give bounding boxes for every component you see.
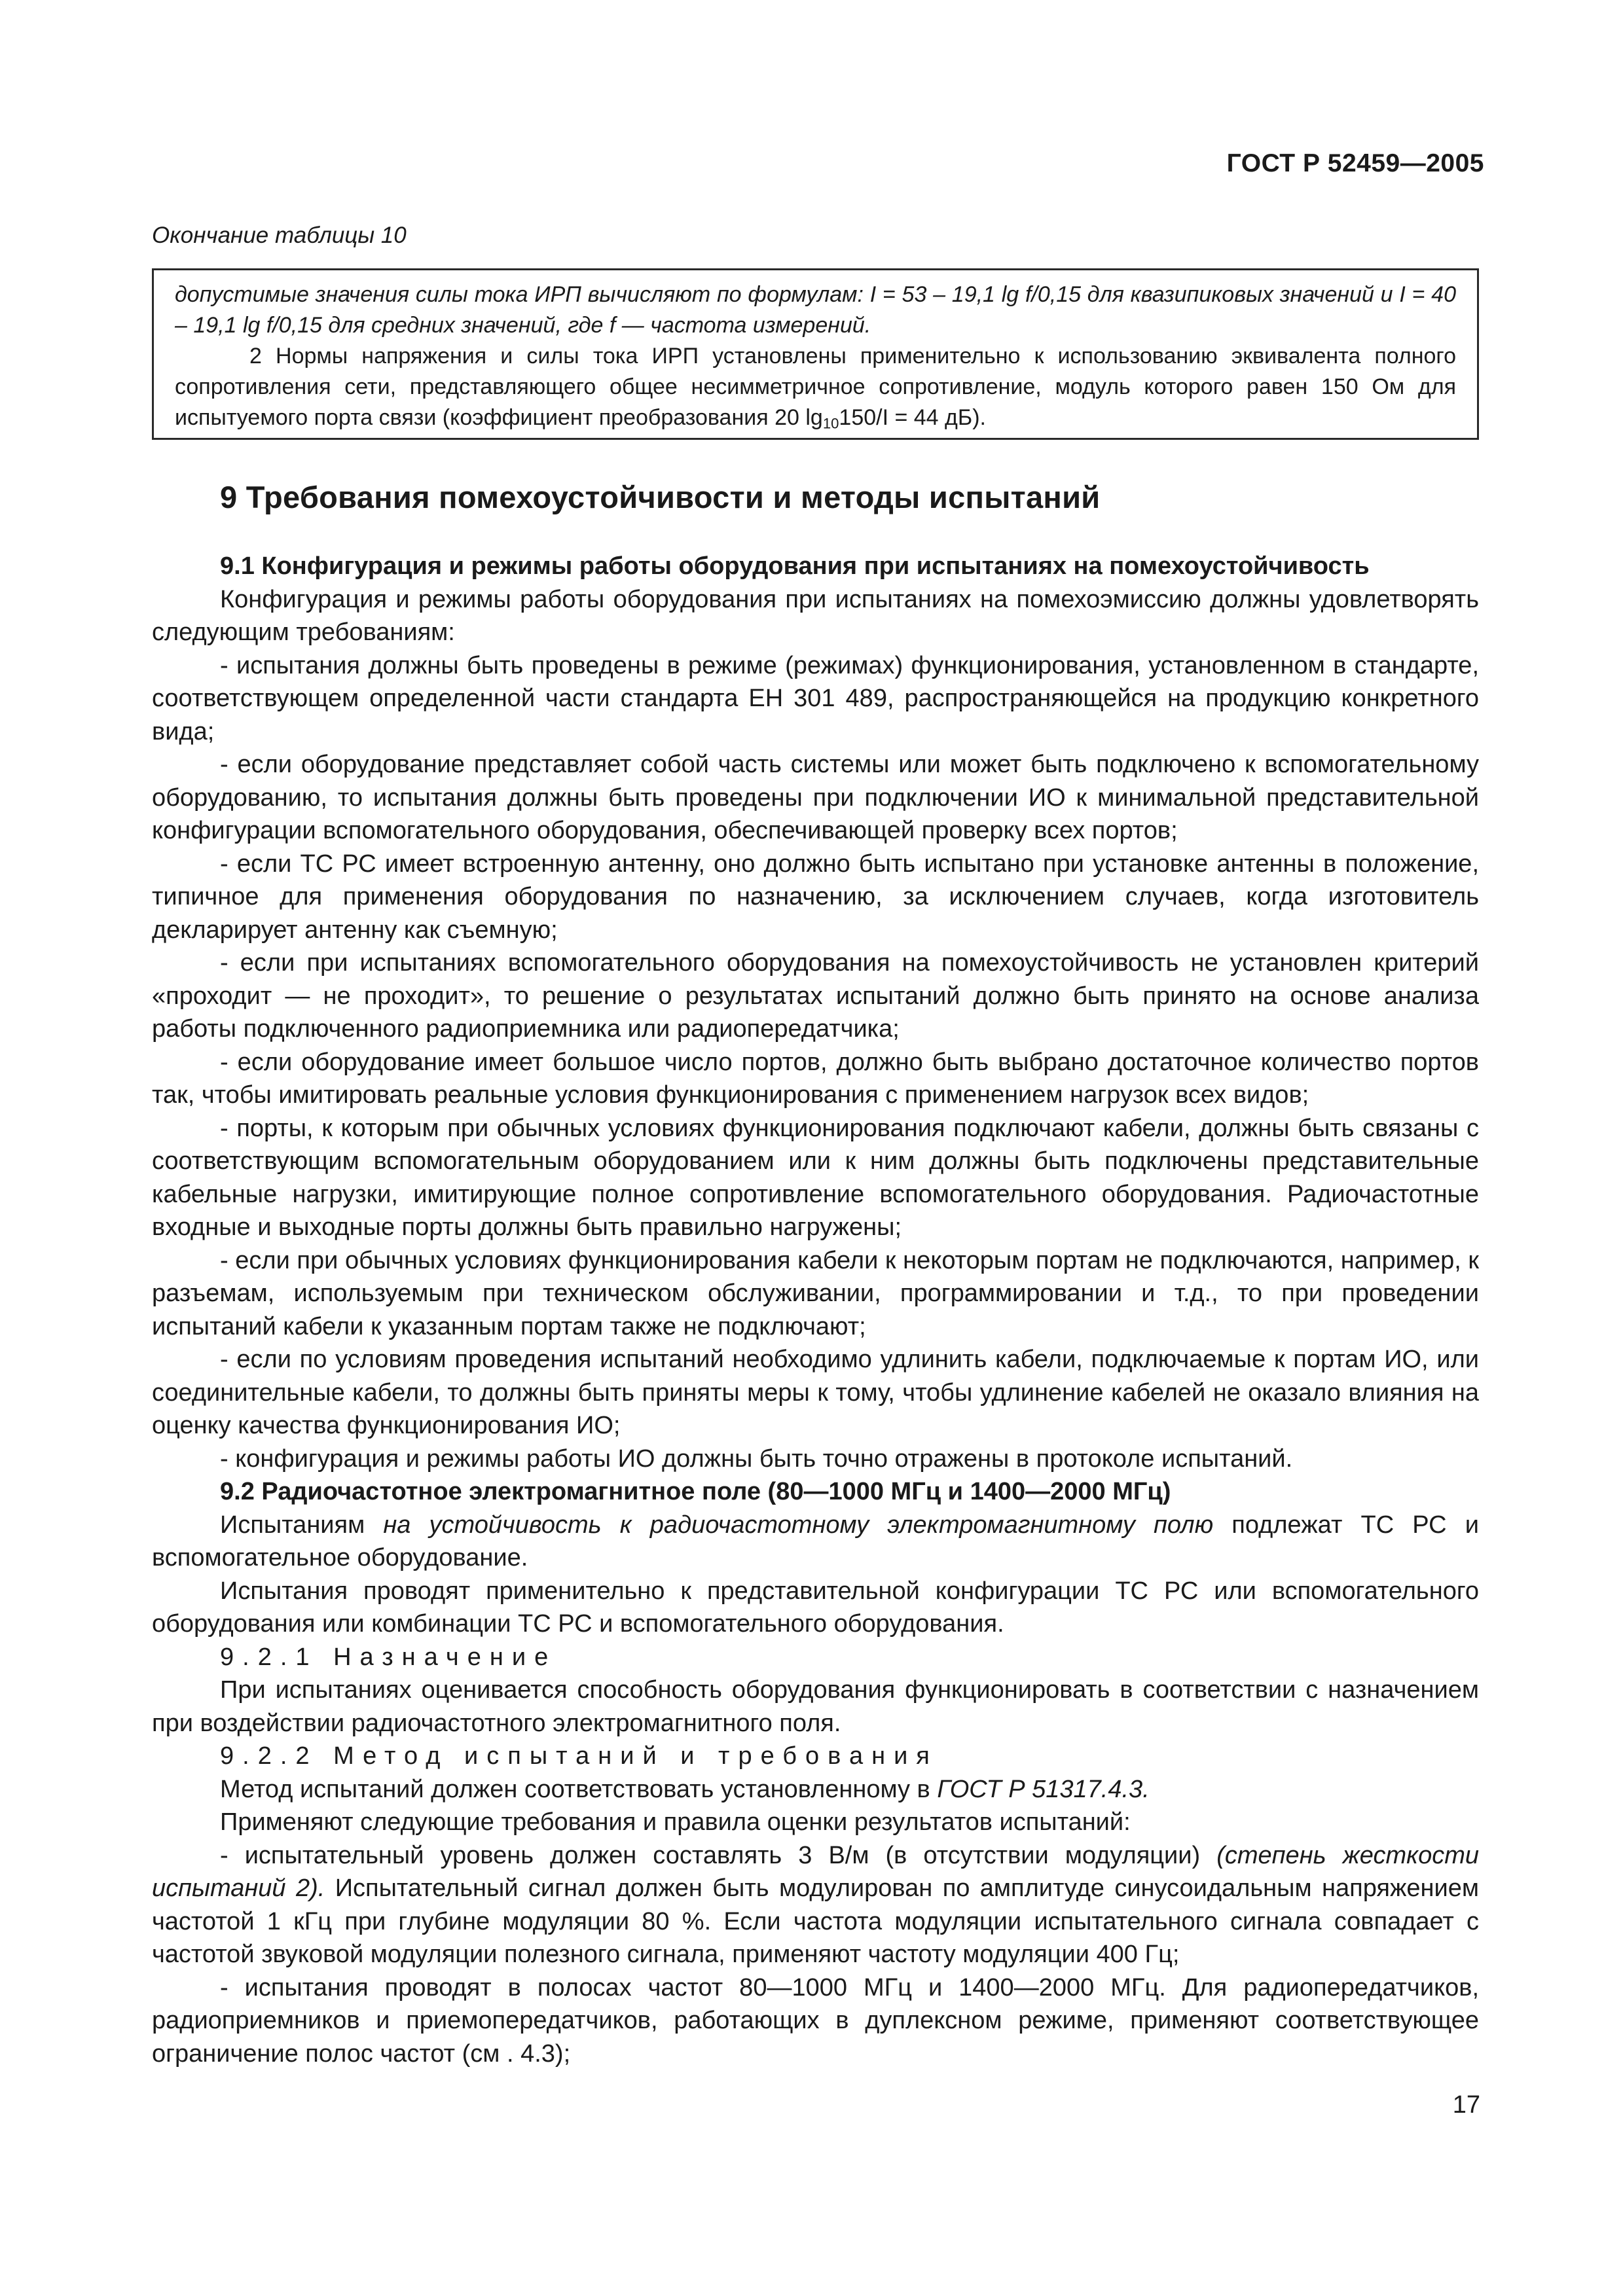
section-body [152,550,1479,2070]
note-2-text-end: 150/I = 44 дБ). [839,405,986,430]
paragraph: Испытания проводят применительно к представительной конфигурации ТС РС или вспомогательного оборудования или комбинации ТС РС и вспомогательного оборудования. [152,1577,1479,1638]
text: подлежат ТС РС и вспомогательное оборудование. [152,1511,1479,1571]
subsection-9-2-1-title: 9.2.1 Назначение [220,1643,557,1671]
paragraph: Конфигурация и режимы работы оборудования при испытаниях на помехоэмиссию должны удовлетворять следующим требованиям: [152,585,1479,646]
subsection-9-2-2-title: 9.2.2 Метод испытаний и требования [220,1742,938,1770]
paragraph: При испытаниях оценивается способность оборудования функционировать в соответствии с назначением при воздействии радиочастотного электромагнитного поля. [152,1676,1479,1737]
page-number: 17 [1452,2091,1480,2119]
list-item: - если по условиям проведения испытаний необходимо удлинить кабели, подключаемые к портам ИО, или соединительные кабели, то должны быть приняты меры к тому, чтобы удлинение кабелей не оказало влияния на оценку качества функционирования ИО; [152,1346,1479,1439]
list-item: - если при испытаниях вспомогательного оборудования на помехоустойчивость не установлен критерий «проходит — не проходит», то решение о результатах испытаний должно быть принято на основе анализа работы подключенного радиоприемника или радиопередатчика; [152,949,1479,1043]
text: Испытательный сигнал должен быть модулирован по амплитуде синусоидальным напряжением частотой 1 кГц при глубине модуляции 80 %. Если частота модуляции испытательного сигнала совпадает с частотой звуковой модуляции полезного сигнала, применяют частоту модуляции 400 Гц; [152,1874,1479,1968]
note-2-text: 2 Нормы напряжения и силы тока ИРП установлены применительно к использованию эквивалента полного сопротивления сети, представляющего общее несимметричное сопротивление, модуль которого равен 150 Ом для испытуемого порта связи (коэффициент преобразования 20 lg [175,344,1456,430]
italic-text: на устойчивость к радиочастотному электромагнитному полю [383,1511,1214,1539]
paragraph: Применяют следующие требования и правила оценки результатов испытаний: [220,1808,1131,1836]
text: - испытательный уровень должен составлять 3 В/м (в отсутствии модуляции) [220,1841,1217,1869]
italic-text: (степень жесткости испытаний 2). [152,1841,1480,1902]
list-item: - если ТС РС имеет встроенную антенну, оно должно быть испытано при установке антенны в положение, типичное для применения оборудования по назначению, за исключением случаев, когда изготовитель декларирует антенну как съемную; [152,850,1479,944]
text: Испытаниям [220,1511,384,1539]
list-item: - испытания должны быть проведены в режиме (режимах) функционирования, установленном в стандарте, соответствующем определенной части стандарта ЕН 301 489, распространяющейся на продукцию конкретного вида; [152,651,1479,745]
standard-reference: ГОСТ Р 51317.4.3. [937,1775,1150,1803]
list-item: - если оборудование имеет большое число портов, должно быть выбрано достаточное количество портов так, чтобы имитировать реальные условия функционирования с применением нагрузок всех видов; [152,1048,1479,1109]
note-2 [175,341,1456,433]
list-item: - конфигурация и режимы работы ИО должны быть точно отражены в протоколе испытаний. [220,1444,1293,1473]
list-item: - порты, к которым при обычных условиях функционирования подключают кабели, должны быть связаны с соответствующим вспомогательным оборудованием или к ним должны быть подключены представительные кабельные нагрузки, имитирующие полное сопротивление вспомогательного оборудования. Радиочастотные входные и выходные порты должны быть правильно нагружены; [152,1114,1479,1241]
paragraph [152,1509,1479,1575]
paragraph [152,1773,1479,1806]
list-item: - если при обычных условиях функционирования кабели к некоторым портам не подключаются, например, к разъемам, используемым при техническом обслуживании, программировании и т.д., то при проведении испытаний кабели к указанным портам также не подключают; [152,1246,1479,1340]
subsection-9-1-title: 9.1 Конфигурация и режимы работы оборудования при испытаниях на помехоустойчивость [220,552,1370,580]
list-item: - если оборудование представляет собой часть системы или может быть подключено к вспомогательному оборудованию, то испытания должны быть проведены при подключении ИО к минимальной представительной конфигурации вспомогательного оборудования, обеспечивающей проверку всех портов; [152,751,1479,844]
list-item: - испытания проводят в полосах частот 80—1000 МГц и 1400—2000 МГц. Для радиопередатчиков, радиоприемников и приемопередатчиков, работающих в дуплексном режиме, применяют соответствующее ограничение полос частот (см . 4.3); [152,1973,1479,2068]
table-notes-box [152,268,1479,440]
list-item [152,1839,1479,1971]
text: Метод испытаний должен соответствовать установленному в [220,1775,938,1803]
table-caption: Окончание таблицы 10 [152,223,407,248]
standard-header: ГОСТ Р 52459—2005 [1226,149,1484,177]
subsection-9-2-title: 9.2 Радиочастотное электромагнитное поле (80—1000 МГц и 1400—2000 МГц) [220,1478,1171,1505]
note-line-1: допустимые значения силы тока ИРП вычисляют по формулам: I = 53 – 19,1 lg f/0,15 для квазипиковых значений и I = 40 – 19,1 lg f/0,15 для средних значений, где f — частота измерений. [175,282,1456,338]
note-2-subscript: 10 [822,415,839,432]
section-title: 9 Требования помехоустойчивости и методы испытаний [220,480,1101,514]
